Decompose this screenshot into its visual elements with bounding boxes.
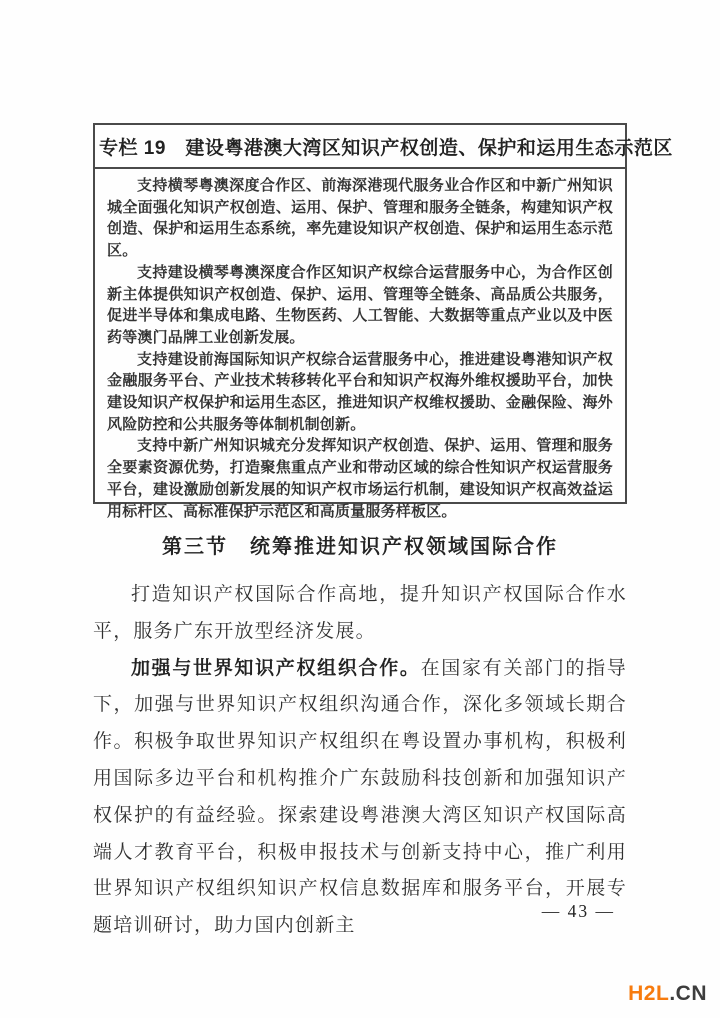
body-paragraph: 打造知识产权国际合作高地，提升知识产权国际合作水平，服务广东开放型经济发展。 [93,584,627,642]
watermark-brand: H2L [628,982,670,1005]
body-text [93,577,627,945]
page-number: — 43 — [541,901,615,921]
featured-box-paragraph: 支持横琴粤澳深度合作区、前海深港现代服务业合作区和中新广州知识城全面强化知识产权创造、运用、保护、管理和服务全链条，构建知识产权创造、保护和运用生态系统，率先建设知识产权创造、保护和运用生态示范区。 [107,178,613,260]
featured-box-title: 专栏 19 建设粤港澳大湾区知识产权创造、保护和运用生态示范区 [95,125,625,169]
featured-box-body [95,169,625,531]
featured-box-paragraph: 支持建设横琴粤澳深度合作区知识产权综合运营服务中心，为合作区创新主体提供知识产权创造、保护、运用、管理等全链条、高品质公共服务，促进半导体和集成电路、生物医药、人工智能、大数据等重点产业以及中医药等澳门品牌工业创新发展。 [107,264,613,346]
featured-box-paragraph: 支持中新广州知识城充分发挥知识产权创造、保护、运用、管理和服务全要素资源优势，打造聚焦重点产业和带动区域的综合性知识产权运营服务平台，建设激励创新发展的知识产权市场运行机制，建设知识产权高效益运用标杆区、高标准保护示范区和高质量服务样板区。 [107,438,613,520]
site-watermark [628,982,707,1006]
featured-box-paragraph: 支持建设前海国际知识产权综合运营服务中心，推进建设粤港知识产权金融服务平台、产业技术转移转化平台和知识产权海外维权援助平台，加快建设知识产权保护和运用生态区，推进知识产权维权援助、金融保险、海外风险防控和公共服务等体制机制创新。 [107,351,613,433]
section-heading: 第三节 统筹推进知识产权领域国际合作 [162,536,558,558]
featured-column-box [93,123,673,520]
bold-lead-sentence: 加强与世界知识产权组织合作。 [131,657,421,679]
paragraph-continuation: 在国家有关部门的指导下，加强与世界知识产权组织沟通合作，深化多领域长期合作。积极争取世界知识产权组织在粤设置办事机构，积极利用国际多边平台和机构推介广东鼓励科技创新和加强知识产权保护的有益经验。探索建设粤港澳大湾区知识产权国际高端人才教育平台，积极申报技术与创新支持中心，推广利用世界知识产权组织知识产权信息数据库和服务平台，开展专题培训研讨，助力国内创新主 [93,657,627,937]
watermark-suffix: .CN [669,982,707,1005]
